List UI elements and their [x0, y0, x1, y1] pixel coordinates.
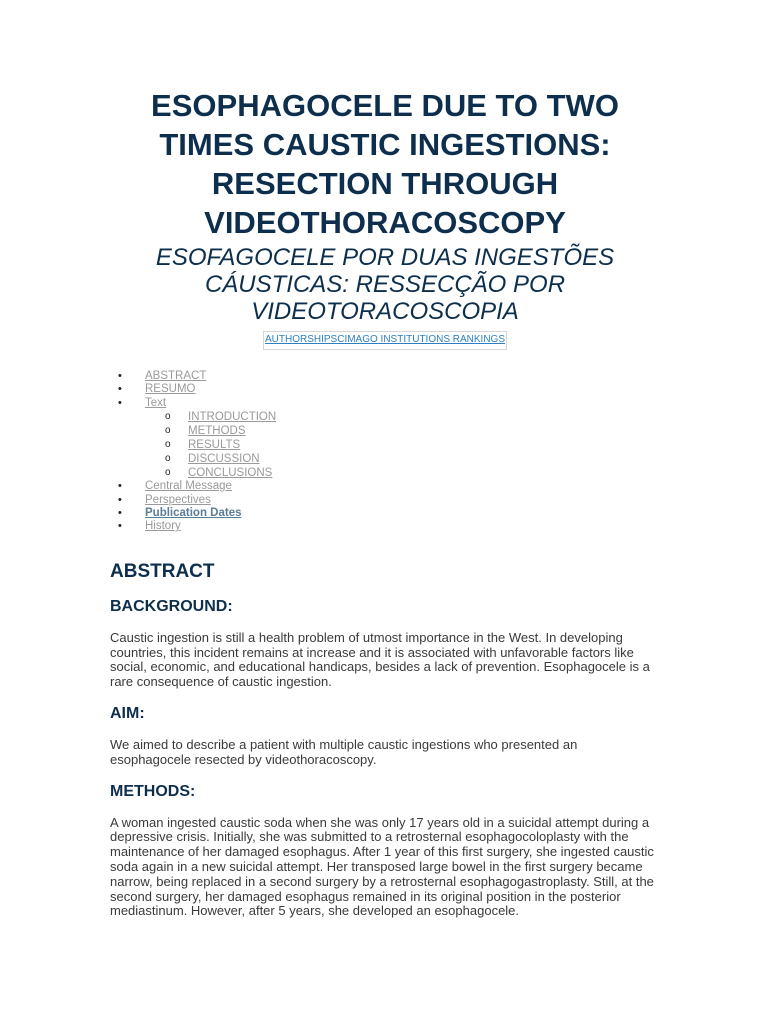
bullet-icon: •	[118, 507, 122, 520]
toc-item-perspectives	[110, 494, 660, 507]
toc-link-discussion[interactable]: DISCUSSION	[188, 453, 260, 466]
article-title: ESOPHAGOCELE DUE TO TWO TIMES CAUSTIC INGESTIONS: RESECTION THROUGH VIDEOTHORACOSCOPY	[151, 88, 619, 240]
abstract-heading: ABSTRACT	[110, 560, 215, 582]
toc-link-conclusions[interactable]: CONCLUSIONS	[188, 467, 273, 480]
circle-bullet-icon: o	[165, 439, 171, 451]
scimago-rankings-link[interactable]: SCIMAGO INSTITUTIONS RANKINGS	[330, 334, 506, 345]
toc-link-central-message[interactable]: Central Message	[145, 480, 232, 493]
toc-item-resumo	[110, 383, 660, 396]
methods-paragraph: A woman ingested caustic soda when she was only 17 years old in a suicidal attempt during a depressive crisis. Initially, she was submitted to a retrosternal esophagocoloplasty with the maintenance of her damaged esophagus. After 1 year of this first surgery, she ingested caustic soda again in a new suicidal attempt. Her transposed large bowel in the first surgery became narrow, being replaced in a second surgery by a retrosternal esophagogastroplasty. Still, at the second surgery, her damaged esophagus remained in its original position in the posterior mediastinum. However, after 5 years, she developed an esophagocele.	[110, 814, 654, 919]
toc-item-text	[110, 397, 660, 480]
toc-link-abstract[interactable]: ABSTRACT	[145, 370, 207, 382]
background-heading: BACKGROUND:	[110, 597, 233, 615]
article-links-box	[263, 331, 507, 350]
toc-link-results[interactable]: RESULTS	[188, 439, 241, 452]
bullet-icon: •	[118, 520, 122, 533]
methods-heading: METHODS:	[110, 782, 196, 800]
toc-subitem-discussion	[145, 452, 660, 466]
bullet-icon: •	[118, 493, 122, 506]
circle-bullet-icon: o	[165, 425, 171, 437]
circle-bullet-icon: o	[165, 411, 171, 423]
bullet-icon: •	[118, 383, 122, 396]
bullet-icon: •	[118, 396, 122, 409]
bullet-icon: •	[118, 370, 122, 382]
toc-link-introduction[interactable]: INTRODUCTION	[188, 411, 277, 424]
toc-link-text[interactable]: Text	[145, 396, 167, 409]
toc-subitem-methods	[145, 424, 660, 438]
article-subtitle: ESOFAGOCELE POR DUAS INGESTÕES CÁUSTICAS: RESSECÇÃO POR VIDEOTORACOSCOPIA	[155, 244, 615, 325]
aim-paragraph: We aimed to describe a patient with multiple caustic ingestions who presented an esophagocele resected by videothoracoscopy.	[110, 737, 578, 767]
article	[110, 86, 660, 919]
toc-subitem-introduction	[145, 410, 660, 424]
toc-link-publication-dates[interactable]: Publication Dates	[145, 507, 242, 520]
background-paragraph: Caustic ingestion is still a health problem of utmost importance in the West. In developing countries, this incident remains at increase and it is associated with unfavorable factors like social, economic, and educational handicaps, besides a lack of prevention. Esophagocele is a rare consequence of caustic ingestion.	[110, 629, 650, 690]
circle-bullet-icon: o	[165, 467, 171, 479]
aim-heading: AIM:	[110, 705, 145, 723]
bullet-icon: •	[118, 480, 122, 493]
table-of-contents	[110, 370, 660, 534]
toc-item-publication-dates	[110, 507, 660, 520]
toc-subitem-conclusions	[145, 466, 660, 480]
toc-link-history[interactable]: History	[145, 520, 181, 533]
toc-item-central-message	[110, 480, 660, 493]
toc-link-perspectives[interactable]: Perspectives	[145, 493, 211, 506]
toc-item-abstract	[110, 370, 660, 383]
toc-link-methods[interactable]: METHODS	[188, 425, 246, 438]
authorship-link[interactable]: AUTHORSHIP	[264, 334, 331, 345]
toc-sublist	[145, 410, 660, 480]
circle-bullet-icon: o	[165, 453, 171, 465]
toc-link-resumo[interactable]: RESUMO	[145, 383, 196, 396]
toc-subitem-results	[145, 438, 660, 452]
toc-item-history	[110, 520, 660, 533]
